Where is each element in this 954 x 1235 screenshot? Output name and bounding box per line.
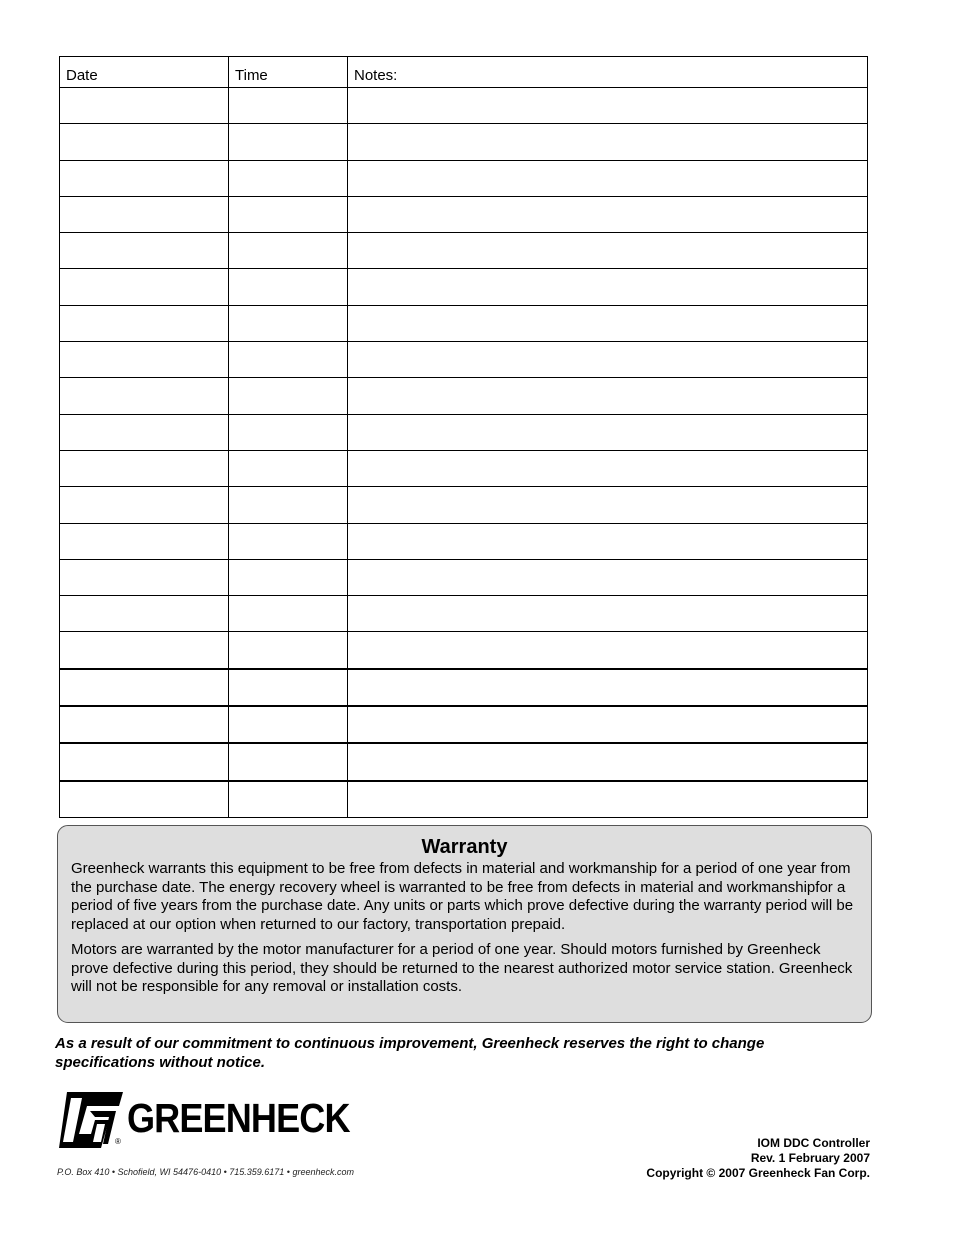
table-row	[60, 669, 868, 706]
notes-cell	[348, 450, 868, 486]
table-row	[60, 305, 868, 341]
notes-column-header: Notes:	[348, 57, 868, 88]
date-cell	[60, 342, 229, 378]
notes-cell	[348, 378, 868, 414]
notes-cell	[348, 559, 868, 595]
document-revision: Rev. 1 February 2007	[750, 1151, 870, 1165]
notes-cell	[348, 596, 868, 632]
notes-cell	[348, 487, 868, 523]
time-cell	[229, 196, 348, 232]
notes-cell	[348, 669, 868, 706]
table-row	[60, 743, 868, 780]
table-row	[60, 124, 868, 160]
notes-cell	[348, 342, 868, 378]
table-row	[60, 160, 868, 196]
table-row	[60, 342, 868, 378]
warranty-paragraph-1: Greenheck warrants this equipment to be free from defects in material and workmanship for a period of one year from the purchase date. The energy recovery wheel is warranted to be free from defects in material and workmanshipfor a period of five years from the purchase date. Any units or parts which prove defective during the warranty period will be replaced at our option when returned to our factory, transportation prepaid.	[71, 860, 854, 934]
warranty-paragraph-2: Motors are warranted by the motor manufacturer for a period of one year. Should motors furnished by Greenheck prove defective during this period, they should be returned to the nearest authorized motor service station. Greenheck will not be responsible for any removal or installation costs.	[71, 940, 853, 996]
table-row	[60, 88, 868, 124]
table-row	[60, 596, 868, 632]
time-cell	[229, 88, 348, 124]
time-cell	[229, 160, 348, 196]
date-cell	[60, 781, 229, 818]
table-row	[60, 487, 868, 523]
date-cell	[60, 414, 229, 450]
table-row	[60, 781, 868, 818]
notes-cell	[348, 196, 868, 232]
notes-cell	[348, 781, 868, 818]
time-cell	[229, 124, 348, 160]
table-row	[60, 632, 868, 669]
table-row	[60, 559, 868, 595]
time-column-header: Time	[229, 57, 348, 88]
log-table-body	[60, 88, 868, 818]
warranty-box	[57, 825, 872, 1023]
maintenance-log-table	[59, 56, 868, 818]
date-cell	[60, 160, 229, 196]
notes-cell	[348, 706, 868, 743]
date-cell	[60, 743, 229, 780]
time-cell	[229, 233, 348, 269]
time-cell	[229, 487, 348, 523]
document-info	[646, 1136, 870, 1181]
time-cell	[229, 743, 348, 780]
time-cell	[229, 378, 348, 414]
date-cell	[60, 596, 229, 632]
date-cell	[60, 124, 229, 160]
table-row	[60, 196, 868, 232]
table-row	[60, 233, 868, 269]
date-cell	[60, 305, 229, 341]
time-cell	[229, 342, 348, 378]
notes-cell	[348, 305, 868, 341]
copyright-notice: Copyright © 2007 Greenheck Fan Corp.	[646, 1166, 870, 1180]
notes-cell	[348, 88, 868, 124]
date-cell	[60, 233, 229, 269]
date-cell	[60, 669, 229, 706]
table-row	[60, 378, 868, 414]
date-cell	[60, 450, 229, 486]
warranty-title: Warranty	[421, 836, 508, 858]
time-cell	[229, 706, 348, 743]
notes-cell	[348, 160, 868, 196]
table-row	[60, 269, 868, 305]
date-cell	[60, 269, 229, 305]
notes-cell	[348, 124, 868, 160]
greenheck-logo	[57, 1090, 357, 1150]
logo-wordmark: GREENHECK	[127, 1095, 350, 1141]
time-cell	[229, 669, 348, 706]
notes-cell	[348, 632, 868, 669]
notes-cell	[348, 743, 868, 780]
time-cell	[229, 269, 348, 305]
company-address: P.O. Box 410 • Schofield, WI 54476-0410 • 715.359.6171 • greenheck.com	[57, 1167, 354, 1177]
time-cell	[229, 523, 348, 559]
date-cell	[60, 523, 229, 559]
time-cell	[229, 450, 348, 486]
notes-cell	[348, 523, 868, 559]
notes-cell	[348, 233, 868, 269]
date-cell	[60, 88, 229, 124]
date-cell	[60, 559, 229, 595]
time-cell	[229, 632, 348, 669]
date-cell	[60, 706, 229, 743]
time-cell	[229, 414, 348, 450]
document-title: IOM DDC Controller	[757, 1136, 870, 1150]
time-cell	[229, 781, 348, 818]
table-row	[60, 414, 868, 450]
time-cell	[229, 596, 348, 632]
date-cell	[60, 196, 229, 232]
date-column-header: Date	[60, 57, 229, 88]
date-cell	[60, 632, 229, 669]
date-cell	[60, 378, 229, 414]
time-cell	[229, 559, 348, 595]
time-cell	[229, 305, 348, 341]
table-row	[60, 706, 868, 743]
table-header-row	[60, 57, 868, 88]
notes-cell	[348, 269, 868, 305]
registered-mark: ®	[115, 1137, 121, 1146]
notes-cell	[348, 414, 868, 450]
date-cell	[60, 487, 229, 523]
table-row	[60, 450, 868, 486]
disclaimer-text: As a result of our commitment to continuous improvement, Greenheck reserves the right to change specifications without notice.	[55, 1035, 765, 1071]
table-row	[60, 523, 868, 559]
